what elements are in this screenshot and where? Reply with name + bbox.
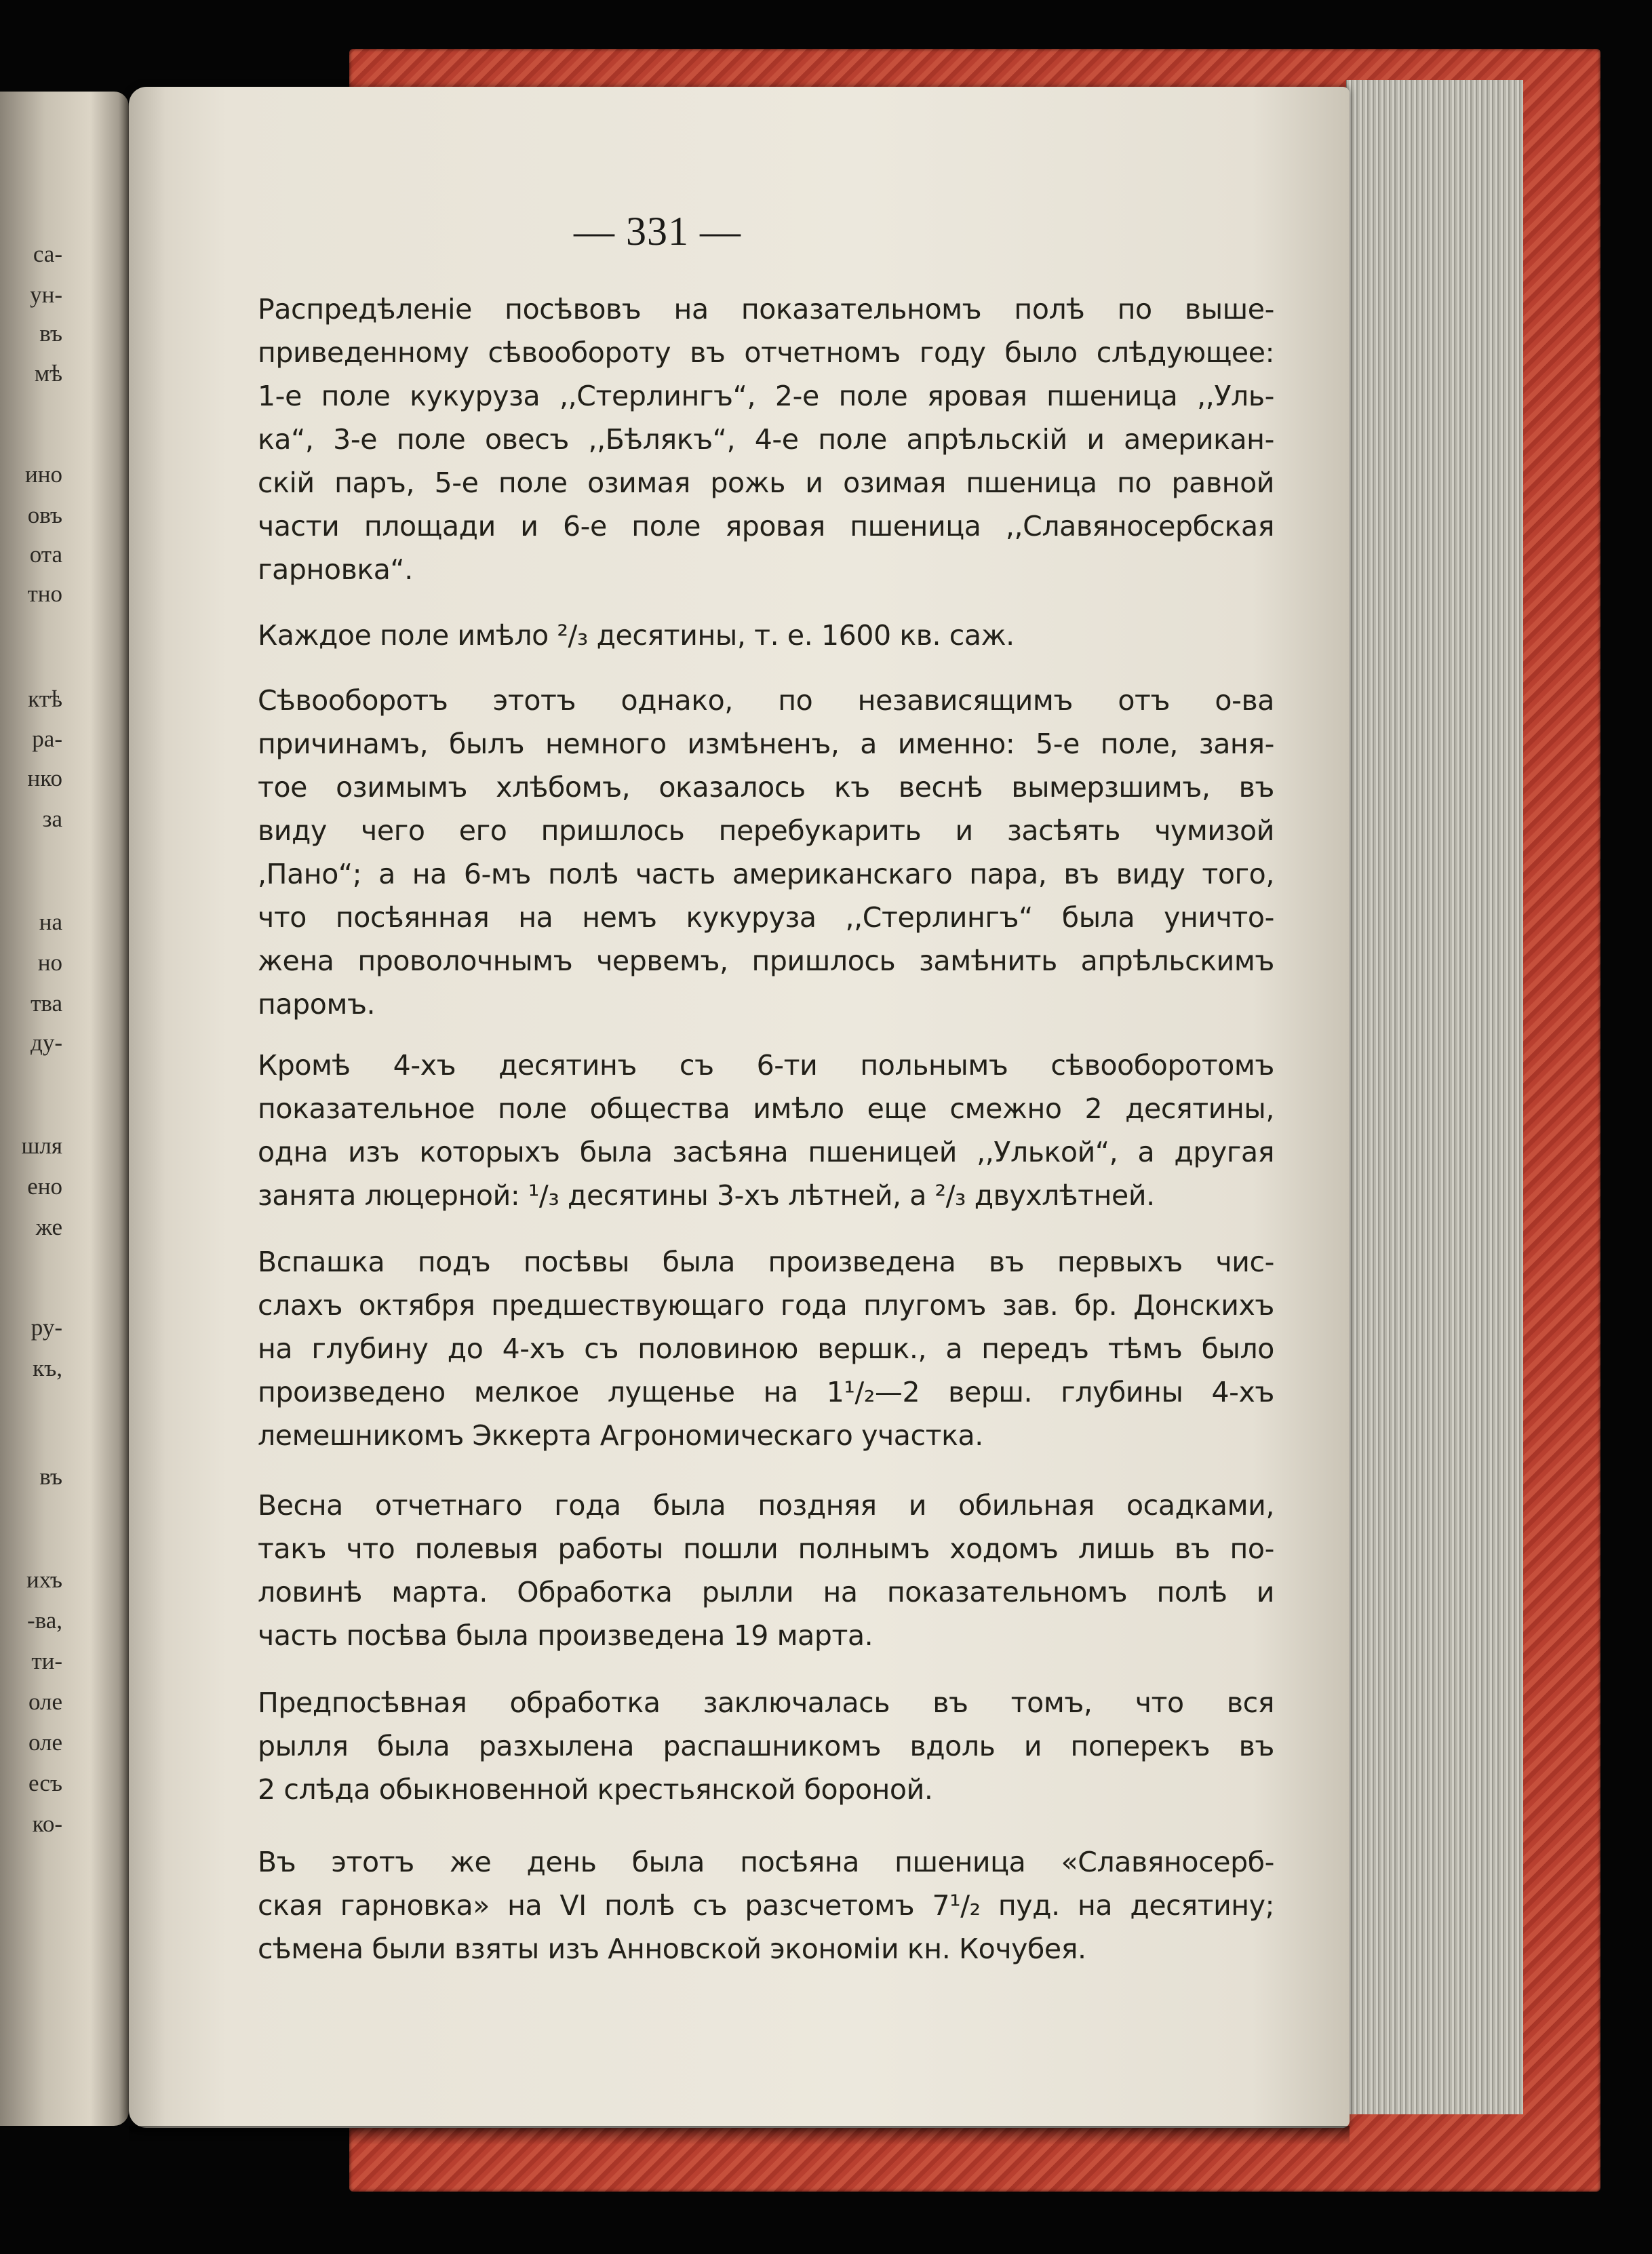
text-line: Распредѣленіе посѣвовъ на показательномъ полѣ по выше- bbox=[258, 293, 1274, 325]
left-page-fragment: ра- bbox=[32, 726, 62, 752]
text-line: занята люцерной: ¹/₃ десятины 3-хъ лѣтней, а ²/₃ двухлѣтней. bbox=[258, 1179, 1155, 1212]
text-line: паромъ. bbox=[258, 988, 376, 1021]
left-page-fragment: са- bbox=[33, 241, 62, 267]
page-number: — 331 — bbox=[574, 209, 741, 254]
left-page-fragment: есъ bbox=[28, 1770, 62, 1796]
text-line: Вспашка подъ посѣвы была произведена въ первыхъ чис- bbox=[258, 1246, 1274, 1278]
paragraph bbox=[174, 679, 1274, 1026]
text-line: часть посѣва была произведена 19 марта. bbox=[258, 1619, 873, 1652]
text-line: ская гарновка» на VI полѣ съ разсчетомъ 7¹/₂ пуд. на десятину; bbox=[258, 1889, 1274, 1922]
text-line: Сѣвооборотъ этотъ однако, по независящимъ отъ о-ва bbox=[258, 684, 1274, 717]
text-line: гарновка“. bbox=[258, 553, 413, 586]
left-page-fragment: ено bbox=[27, 1173, 62, 1200]
text-line: 2 слѣда обыкновенной крестьянской бороной. bbox=[258, 1773, 933, 1806]
paragraph bbox=[174, 288, 1274, 591]
text-line: Предпосѣвная обработка заключалась въ томъ, что вся bbox=[258, 1686, 1274, 1719]
left-page-edge bbox=[0, 92, 129, 2126]
paragraph bbox=[174, 1240, 1274, 1457]
text-line: ловинѣ марта. Обработка рылли на показательномъ полѣ и bbox=[258, 1576, 1274, 1608]
left-page-fragment: ру- bbox=[31, 1314, 62, 1341]
text-line: виду чего его пришлось перебукарить и засѣять чумизой bbox=[258, 814, 1274, 847]
book-page bbox=[129, 87, 1350, 2128]
text-line: Каждое поле имѣло ²/₃ десятины, т. е. 1600 кв. саж. bbox=[258, 619, 1015, 652]
left-page-fragment: къ, bbox=[33, 1355, 62, 1381]
paragraph bbox=[174, 614, 1274, 657]
text-line: сѣмена были взяты изъ Анновской экономіи кн. Кочубея. bbox=[258, 1933, 1086, 1965]
text-line: Въ этотъ же день была посѣяна пшеница «Славяносерб- bbox=[258, 1846, 1274, 1878]
paragraph bbox=[174, 1681, 1274, 1811]
left-page-fragment: въ bbox=[39, 320, 62, 347]
left-page-fragments bbox=[0, 92, 62, 2126]
text-line: лемешникомъ Эккерта Агрономическаго участка. bbox=[258, 1419, 983, 1452]
paragraph bbox=[174, 1484, 1274, 1657]
left-page-fragment: въ bbox=[39, 1463, 62, 1490]
text-line: на глубину до 4-хъ съ половиною вершк., а передъ тѣмъ было bbox=[258, 1332, 1274, 1365]
text-line: рылля была разхылена распашникомъ вдоль и поперекъ въ bbox=[258, 1730, 1274, 1762]
text-line: одна изъ которыхъ была засѣяна пшеницей ,,Улькой“, а другая bbox=[258, 1136, 1274, 1168]
text-line: произведено мелкое лущенье на 1¹/₂—2 верш. глубины 4-хъ bbox=[258, 1376, 1274, 1408]
left-page-fragment: тно bbox=[27, 580, 62, 607]
page-edges bbox=[1346, 80, 1523, 2114]
text-line: такъ что полевыя работы пошли полнымъ ходомъ лишь въ по- bbox=[258, 1533, 1274, 1565]
text-line: 1-е поле кукуруза ,,Стерлингъ“, 2-е поле яровая пшеница ,,Уль- bbox=[258, 380, 1274, 412]
left-page-fragment: за bbox=[42, 806, 62, 832]
text-line: слахъ октября предшествующаго года плугомъ зав. бр. Донскихъ bbox=[258, 1289, 1274, 1322]
page-body-text bbox=[174, 288, 1274, 2000]
text-line: ,Пано“; а на 6-мъ полѣ часть американскаго пара, въ виду того, bbox=[258, 858, 1274, 890]
left-page-fragment: ота bbox=[29, 541, 62, 568]
left-page-fragment: оле bbox=[28, 1688, 62, 1715]
left-page-fragment: ду- bbox=[31, 1029, 62, 1056]
left-page-fragment: -ва, bbox=[26, 1607, 62, 1634]
paragraph bbox=[174, 1044, 1274, 1217]
text-line: части площади и 6-е поле яровая пшеница ,,Славяносербская bbox=[258, 510, 1274, 542]
page-shadow bbox=[129, 2126, 1350, 2145]
left-page-fragment: же bbox=[35, 1214, 62, 1240]
text-line: жена проволочнымъ червемъ, пришлось замѣнить апрѣльскимъ bbox=[258, 945, 1274, 977]
paragraph bbox=[174, 1840, 1274, 1971]
text-line: Кромѣ 4-хъ десятинъ съ 6-ти польнымъ сѣвооборотомъ bbox=[258, 1049, 1274, 1082]
left-page-fragment: овъ bbox=[27, 502, 62, 528]
left-page-fragment: шля bbox=[21, 1132, 62, 1159]
text-line: приведенному сѣвообороту въ отчетномъ году было слѣдующее: bbox=[258, 336, 1274, 369]
text-line: причинамъ, былъ немного измѣненъ, а именно: 5-е поле, заня- bbox=[258, 728, 1274, 760]
text-line: тое озимымъ хлѣбомъ, оказалось къ веснѣ вымерзшимъ, въ bbox=[258, 771, 1274, 804]
text-line: что посѣянная на немъ кукуруза ,,Стерлингъ“ была уничто- bbox=[258, 901, 1274, 934]
left-page-fragment: мѣ bbox=[34, 360, 62, 387]
left-page-fragment: но bbox=[37, 949, 62, 976]
left-page-fragment: ино bbox=[25, 461, 62, 488]
left-page-fragment: ун- bbox=[30, 281, 62, 308]
left-page-fragment: ко- bbox=[32, 1811, 62, 1837]
text-line: Весна отчетнаго года была поздняя и обильная осадками, bbox=[258, 1489, 1274, 1522]
text-line: ка“, 3-е поле овесъ ,,Бѣлякъ“, 4-е поле апрѣльскій и американ- bbox=[258, 423, 1274, 456]
left-page-fragment: ти- bbox=[31, 1648, 62, 1674]
left-page-fragment: на bbox=[39, 909, 62, 935]
left-page-fragment: оле bbox=[28, 1729, 62, 1756]
left-page-fragment: тва bbox=[31, 990, 62, 1016]
left-page-fragment: ихъ bbox=[26, 1566, 62, 1593]
text-line: скій паръ, 5-е поле озимая рожь и озимая пшеница по равной bbox=[258, 467, 1274, 499]
left-page-fragment: ктѣ bbox=[28, 686, 62, 712]
text-line: показательное поле общества имѣло еще смежно 2 десятины, bbox=[258, 1092, 1274, 1125]
left-page-fragment: нко bbox=[27, 765, 62, 791]
